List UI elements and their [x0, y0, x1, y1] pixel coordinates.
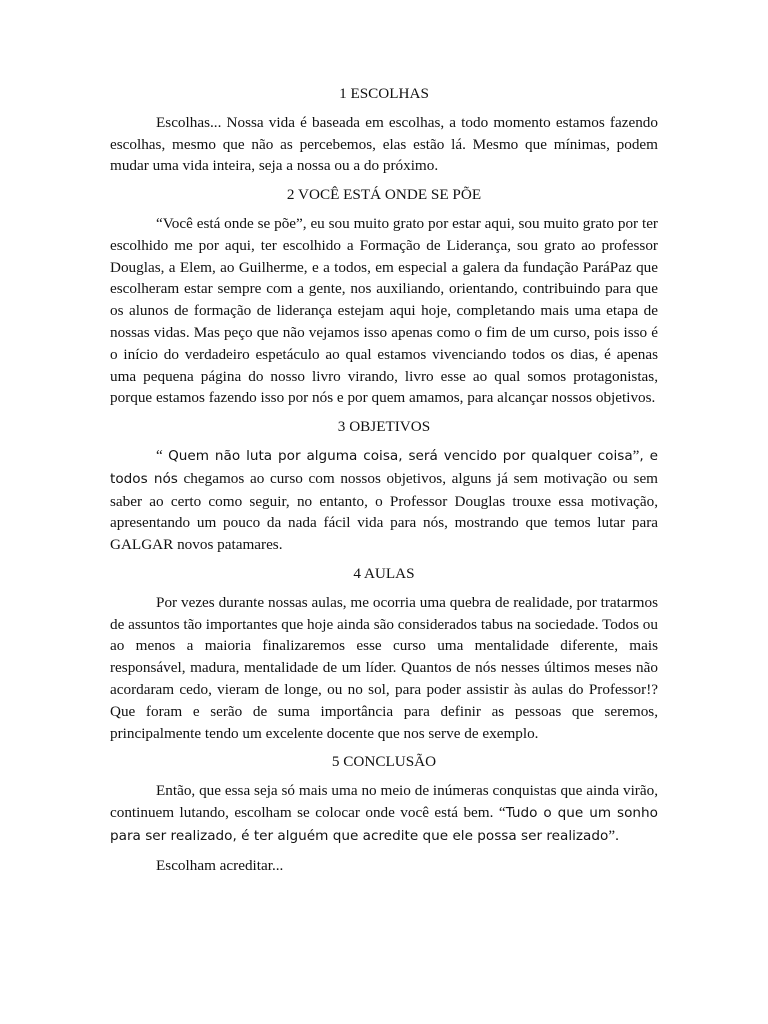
- quote-tail-objetivos: , e todos nós: [110, 447, 658, 487]
- paragraph-objetivos-text: chegamos ao curso com nossos objetivos, alguns já sem motivação ou sem saber ao certo como seguir, no entanto, o Professor Douglas trouxe essa motivação, apresentando um pouco da nada fácil vida para nós, mostrando que temos lutar para GALGAR novos patamares.: [110, 469, 658, 554]
- paragraph-voce-esta-onde-se-poe: “Você está onde se põe”, eu sou muito grato por estar aqui, sou muito grato por ter escolhido me por aqui, ter escolhido a Formação de Liderança, sou grato ao professor Douglas, a Elem, ao Guilherme, e a todos, em especial a galera da fundação ParáPaz que escolheram estar sempre com a gente, nos auxiliando, orientando, contribuindo para que os alunos de formação de liderança estejam aqui hoje, completando mais uma etapa de nossas vidas. Mas peço que não vejamos isso apenas como o fim de um curso, pois isso é o início do verdadeiro espetáculo ao qual estamos vivenciando todos os dias, é apenas uma pequena página do nosso livro virando, livro esse ao qual somos protagonistas, porque estamos fazendo isso por nós e por quem amamos, para alcançar nossos objetivos.: [110, 214, 658, 407]
- paragraph-aulas: Por vezes durante nossas aulas, me ocorria uma quebra de realidade, por tratarmos de assuntos tão importantes que hoje ainda são considerados tabus na sociedade. Todos ou ao menos a maioria finalizaremos esse curso uma mentalidade diferente, mais responsável, madura, mentalidade de um líder. Quantos de nós nesses últimos meses não acordaram cedo, vieram de longe, ou no sol, para poder assistir às aulas do Professor!? Que foram e serão de suma importância para definir as pessoas que seremos, principalmente tendo um excelente docente que nos serve de exemplo.: [110, 593, 658, 742]
- closing-line: Escolham acreditar...: [156, 856, 284, 874]
- section-heading-objetivos: 3 OBJETIVOS: [337, 418, 431, 436]
- section-heading-voce-esta-onde-se-poe: 2 VOCÊ ESTÁ ONDE SE PÕE: [286, 186, 482, 204]
- quote-close-conclusao: ”.: [608, 826, 619, 844]
- paragraph-escolhas: Escolhas... Nossa vida é baseada em escolhas, a todo momento estamos fazendo escolhas, mesmo que não as percebemos, elas estão lá. Mesmo que mínimas, podem mudar uma vida inteira, seja a nossa ou a do próximo.: [110, 113, 658, 175]
- paragraph-conclusao-text: Então, que essa seja só mais uma no meio de inúmeras conquistas que ainda virão, continuem lutando, escolham se colocar onde você está bem. “: [110, 782, 658, 821]
- section-heading-escolhas: 1 ESCOLHAS: [339, 85, 429, 102]
- section-heading-conclusao: 5 CONCLUSÃO: [331, 753, 437, 771]
- quote-objetivos: Quem não luta por alguma coisa, será vencido por qualquer coisa: [168, 447, 633, 464]
- paragraph-conclusao: [110, 780, 658, 847]
- section-heading-aulas: 4 AULAS: [353, 564, 415, 582]
- quote-close-objetivos: ”: [632, 446, 640, 464]
- document-body: [110, 83, 658, 876]
- quote-conclusao: Tudo o que um sonho para ser realizado, é ter alguém que acredite que ele possa ser realizado: [110, 804, 658, 844]
- quote-open-objetivos: “: [156, 446, 169, 464]
- paragraph-objetivos: [110, 445, 658, 556]
